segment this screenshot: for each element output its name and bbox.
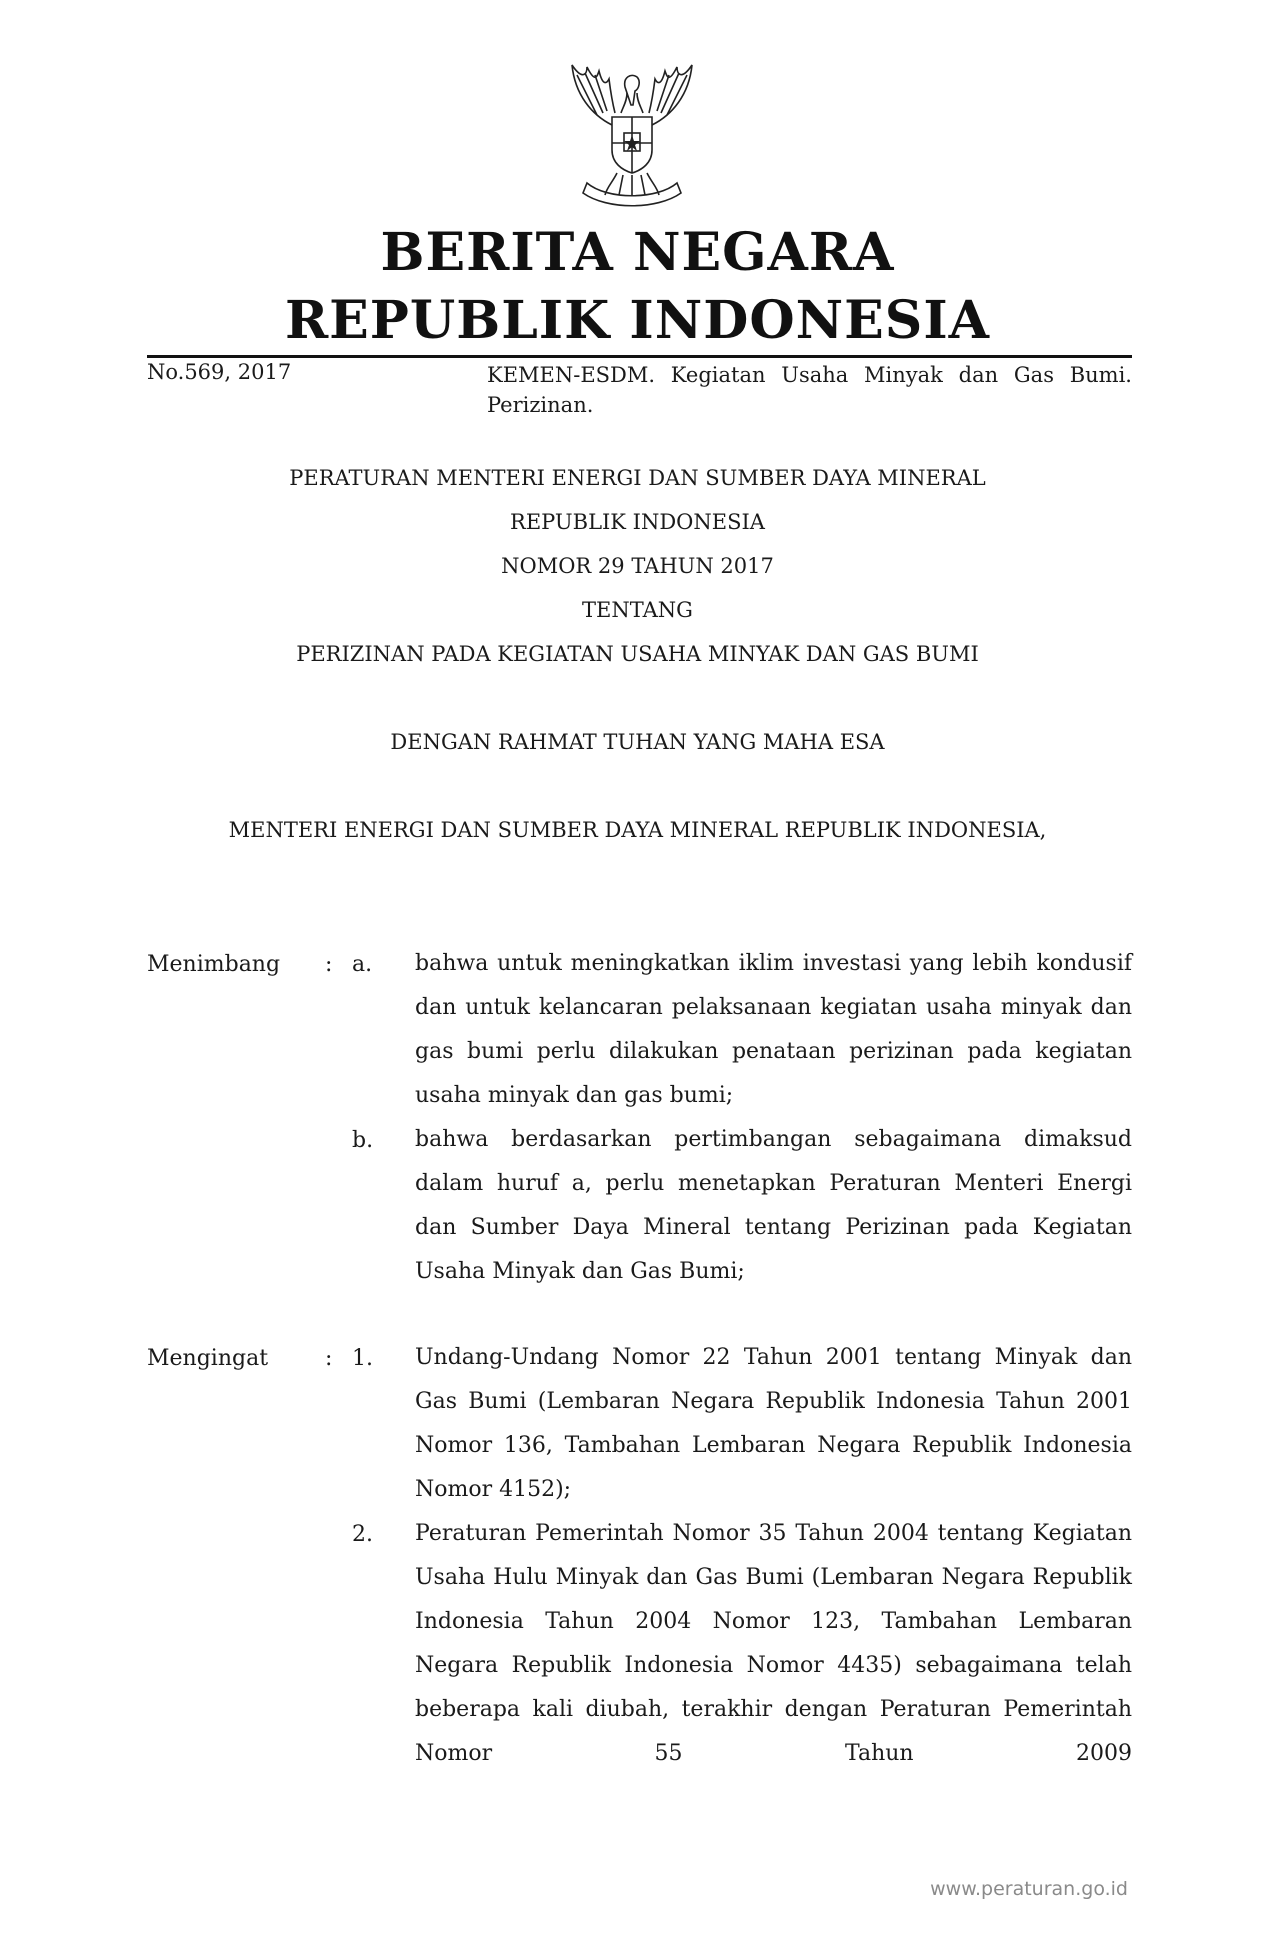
menimbang-item-a: bahwa untuk meningkatkan iklim investasi yang lebih kondusif dan untuk kelancaran pelaksanaan kegiatan usaha minyak dan gas bumi perlu dilakukan penataan perizinan pada kegiatan usaha minyak dan gas bumi; xyxy=(415,951,1132,1108)
menimbang-item-b: bahwa berdasarkan pertimbangan sebagaimana dimaksud dalam huruf a, perlu menetapkan Peraturan Menteri Energi dan Sumber Daya Mineral tentang Perizinan pada Kegiatan Usaha Minyak dan Gas Bumi; xyxy=(415,1127,1132,1284)
regulation-title-line1: PERATURAN MENTERI ENERGI DAN SUMBER DAYA MINERAL xyxy=(289,466,986,490)
menimbang-marker-a: a. xyxy=(352,952,373,977)
regulation-number: NOMOR 29 TAHUN 2017 xyxy=(501,554,774,578)
mengingat-item-2: Peraturan Pemerintah Nomor 35 Tahun 2004 tentang Kegiatan Usaha Hulu Minyak dan Gas Bumi (Lembaran Negara Republik Indonesia Tahun 2004 Nomor 123, Tambahan Lembaran Negara Republik Indonesia Nomor 4435) sebagaimana telah beberapa kali diubah, terakhir dengan Peraturan Pemerintah Nomor 55 Tahun 2009 xyxy=(415,1521,1132,1766)
gazette-number: No.569, 2017 xyxy=(147,360,292,384)
masthead-title-line1: BERITA NEGARA xyxy=(380,222,895,283)
menimbang-colon: : xyxy=(325,952,333,977)
regulation-subject: PERIZINAN PADA KEGIATAN USAHA MINYAK DAN GAS BUMI xyxy=(296,642,979,666)
minister-line: MENTERI ENERGI DAN SUMBER DAYA MINERAL REPUBLIK INDONESIA, xyxy=(228,818,1047,842)
mengingat-marker-2: 2. xyxy=(352,1522,373,1547)
garuda-emblem-icon xyxy=(557,55,707,215)
mengingat-colon: : xyxy=(325,1346,333,1371)
masthead-rule xyxy=(147,355,1132,358)
mengingat-marker-1: 1. xyxy=(352,1346,373,1371)
menimbang-marker-b: b. xyxy=(352,1128,374,1153)
blessing-line: DENGAN RAHMAT TUHAN YANG MAHA ESA xyxy=(390,730,885,754)
menimbang-label: Menimbang xyxy=(147,952,281,977)
gazette-subject: KEMEN-ESDM. Kegiatan Usaha Minyak dan Gas Bumi. Perizinan. xyxy=(487,363,1132,417)
mengingat-item-1: Undang-Undang Nomor 22 Tahun 2001 tentang Minyak dan Gas Bumi (Lembaran Negara Republik Indonesia Tahun 2001 Nomor 136, Tambahan Lembaran Negara Republik Indonesia Nomor 4152); xyxy=(415,1345,1132,1502)
regulation-title-line2: REPUBLIK INDONESIA xyxy=(510,510,765,534)
regulation-tentang: TENTANG xyxy=(582,598,693,622)
mengingat-label: Mengingat xyxy=(147,1346,269,1371)
masthead-title-line2: REPUBLIK INDONESIA xyxy=(284,290,991,351)
footer-source-url: www.peraturan.go.id xyxy=(930,1878,1128,1900)
